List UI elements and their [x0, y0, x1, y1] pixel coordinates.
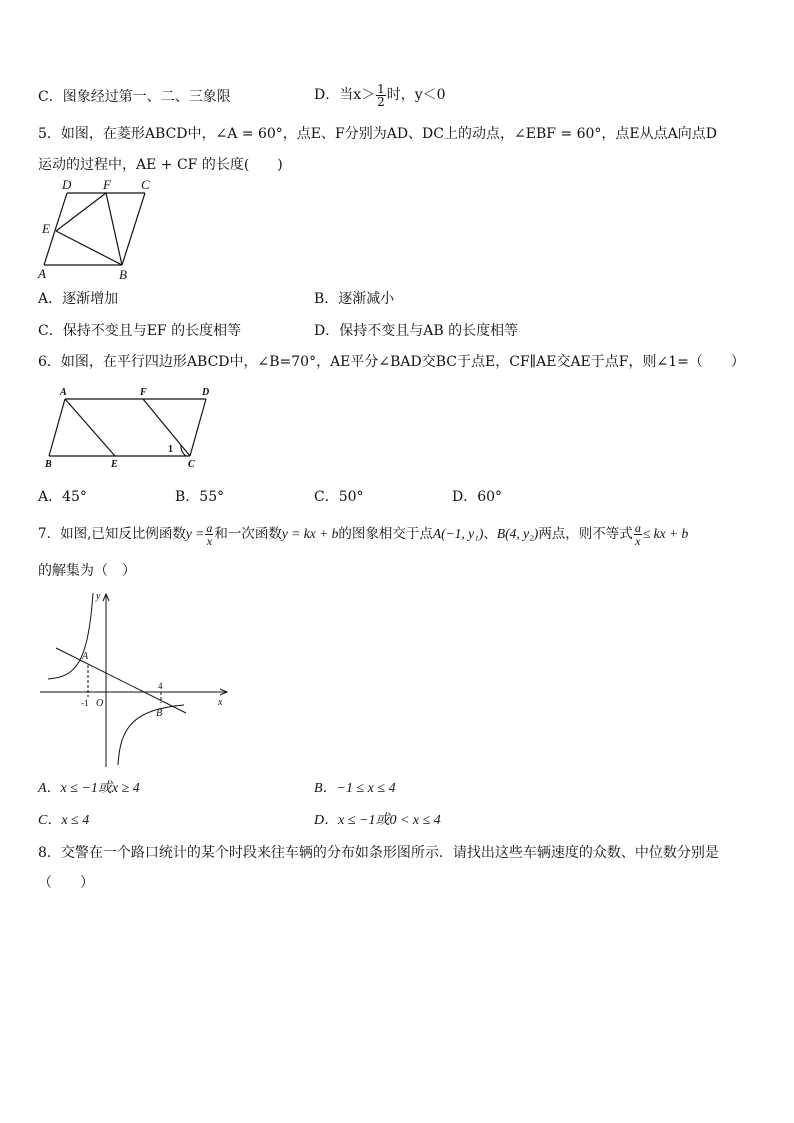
segment-ef [56, 193, 106, 231]
tick-label-4: 4 [158, 681, 163, 691]
fraction-denominator: x [635, 534, 641, 548]
axis-label-y: y [96, 591, 101, 602]
q7-point-a: A(−1, y₁) [432, 526, 484, 541]
q7-text-d: y = kx + b [281, 526, 339, 541]
q5-stem-line2: 运动的过程中，AE + CF 的长度( ) [38, 157, 283, 173]
q5-option-b: B．逐渐减小 [314, 291, 395, 307]
fraction-denominator: x [206, 534, 213, 548]
segment-ae [65, 399, 115, 456]
q4-option-d-post: 时，y＜0 [386, 87, 446, 103]
tick-label-neg1: -1 [81, 698, 89, 708]
fraction-numerator: a [634, 521, 641, 535]
q6-parallelogram-figure [40, 382, 230, 472]
q5-rhombus-figure [36, 175, 166, 283]
point-b-label: B [156, 708, 163, 719]
label-d: D [62, 177, 72, 192]
label-c: C [188, 459, 195, 470]
q6-stem-line1: 6．如图，在平行四边形ABCD中，∠B=70°，AE平分∠BAD交BC于点E，CF∥AE交AE于点F，则∠1=（ ） [38, 354, 745, 370]
label-e: E [111, 459, 118, 470]
q4-option-c: C．图象经过第一、二、三象限 [38, 89, 231, 105]
q7-option-c: C．x ≤ 4 [38, 813, 90, 828]
label-d: D [202, 387, 210, 398]
q7-fraction-2 [634, 522, 642, 547]
q5-option-a: A．逐渐增加 [38, 291, 119, 307]
segment-fb [106, 193, 122, 265]
q6-option-a: A．45° [38, 489, 87, 505]
segment-cf [143, 399, 190, 456]
q7-text-j: ≤ kx + b [642, 526, 689, 541]
q8-stem-line2: （ ） [38, 875, 94, 891]
label-a: A [38, 266, 46, 281]
q6-option-d: D．60° [452, 489, 503, 505]
q7-function-graph [36, 585, 236, 775]
point-a-label: A [82, 651, 89, 662]
q4-option-d-fraction [376, 83, 386, 108]
label-a: A [60, 387, 67, 398]
hyperbola-branch-left [48, 593, 93, 679]
q5-option-c: C．保持不变且与EF 的长度相等 [38, 323, 242, 339]
parallelogram-side-cd [190, 399, 206, 456]
q6-option-b: B．55° [175, 489, 225, 505]
segment-eb [56, 231, 122, 265]
label-angle-1: 1 [168, 444, 173, 455]
q5-stem-line1: 5．如图，在菱形ABCD中，∠A = 60°，点E、F分别为AD、DC上的动点，∠EBF = 60°，点E从点A向点D [38, 126, 717, 142]
q7-option-b: B．−1 ≤ x ≤ 4 [314, 781, 396, 796]
q7-stem-line1 [38, 517, 688, 551]
q6-option-c: C．50° [314, 489, 364, 505]
q8-stem-line1: 8．交警在一个路口统计的某个时段来往车辆的分布如条形图所示．请找出这些车辆速度的众数、中位数分别是 [38, 845, 719, 861]
label-e: E [42, 221, 50, 236]
q4-option-d [314, 80, 446, 110]
hyperbola-branch-right [118, 705, 184, 765]
q7-text-g: 、 [483, 526, 497, 542]
q7-point-b: B(4, y₂) [496, 526, 539, 541]
label-b: B [45, 459, 52, 470]
label-f: F [140, 387, 147, 398]
parallelogram-side-ab [49, 399, 65, 456]
q7-text-e: 的图象相交于点 [338, 526, 433, 542]
axis-label-x: x [218, 697, 223, 708]
q7-fraction-1 [205, 522, 213, 547]
q5-option-d: D．保持不变且与AB 的长度相等 [314, 323, 519, 339]
label-b: B [119, 267, 127, 282]
q7-option-d: D．x ≤ −1或0 < x ≤ 4 [314, 813, 441, 828]
label-c: C [141, 177, 150, 192]
fraction-denominator: 2 [377, 94, 385, 109]
line-y-kx-b [56, 648, 186, 713]
q7-stem-line2: 的解集为（ ） [38, 563, 136, 579]
q7-text-c: 和一次函数 [214, 526, 282, 542]
q4-option-d-pre: D．当x＞ [314, 87, 376, 103]
fraction-numerator: 1 [377, 81, 385, 96]
fraction-numerator: a [206, 521, 213, 535]
q7-text-a: 7．如图,已知反比例函数 [38, 526, 186, 542]
rhombus-side-bc [122, 193, 145, 265]
label-f: F [103, 177, 111, 192]
q7-text-i: 两点，则不等式 [538, 526, 633, 542]
q7-option-a: A．x ≤ −1或x ≥ 4 [38, 781, 140, 796]
q7-text-b: y = [185, 526, 205, 541]
origin-label: O [96, 698, 104, 709]
